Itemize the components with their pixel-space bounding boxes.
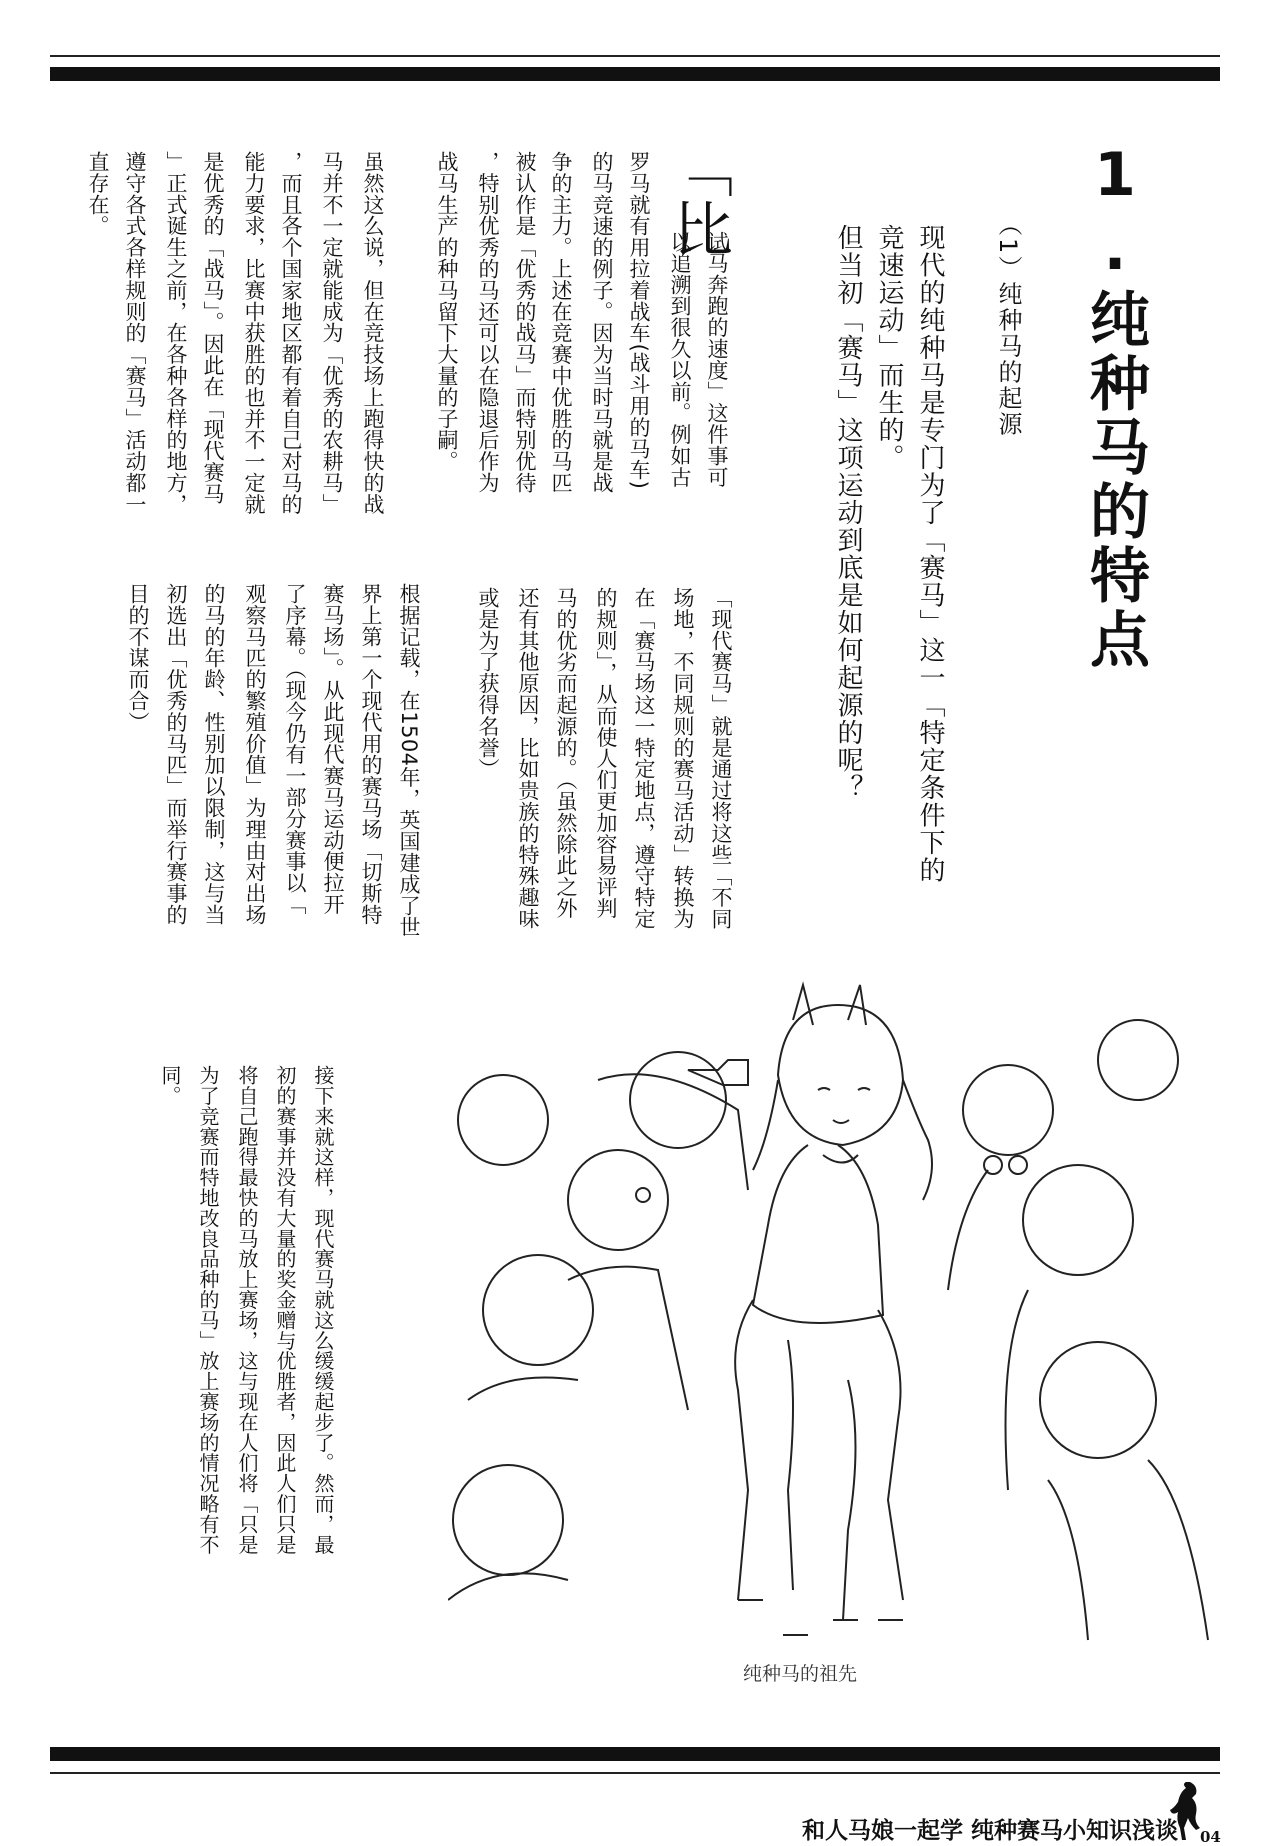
top-thick-rule: [50, 67, 1220, 81]
paragraph-line: 罗马就有用拉着战车(战斗用的马车): [627, 151, 651, 490]
paragraph-line: 直存在。: [86, 151, 110, 237]
paragraph-line: 的规则」，从而使人们更加容易评判: [594, 587, 618, 919]
paragraph-line: 能力要求，比赛中获胜的也并不一定就: [242, 151, 266, 515]
paragraph-line: 以追溯到很久以前。例如古: [668, 231, 692, 488]
paragraph-line: 接下来就这样，现代赛马就这么缓缓起步了。然而，最: [311, 1065, 335, 1555]
bottom-thin-rule: [50, 1772, 1220, 1774]
paragraph-line: 界上第一个现代用的赛马场「切斯特: [359, 583, 383, 926]
paragraph-line: 还有其他原因，比如贵族的特殊趣味: [516, 587, 540, 930]
intro-line: 竞速运动」而生的。: [874, 224, 904, 472]
paragraph-line: 根据记载，在1504年，英国建成了世: [397, 583, 421, 938]
paragraph-line: 马并不一定就能成为「优秀的农耕马」: [320, 151, 344, 515]
top-thin-rule: [50, 55, 1220, 57]
paragraph-line: 」正式诞生之前，在各种各样的地方，: [164, 151, 188, 515]
drop-cap: 「比: [663, 138, 733, 258]
paragraph-line: 将自己跑得最快的马放上赛场，这与现在人们将「只是: [235, 1065, 259, 1555]
paragraph-line: 「现代赛马」就是通过将这些「不同: [709, 587, 733, 930]
paragraph-line: 被认作是「优秀的战马」而特别优待: [513, 151, 537, 494]
intro-line: 但当初「赛马」这项运动到底是如何起源的呢？: [833, 224, 863, 802]
page-title: 1.纯种马的特点: [1080, 140, 1150, 672]
paragraph-line: 观察马匹的繁殖价值」为理由对出场: [243, 583, 267, 926]
paragraph-line: 是优秀的「战马」。因此在「现代赛马: [201, 151, 225, 505]
paragraph-line: 目的不谋而合）: [126, 583, 150, 733]
paragraph-line: 马的优劣而起源的。（虽然除此之外: [554, 587, 578, 919]
intro-line: 现代的纯种马是专门为了「赛马」这一「特定条件下的: [915, 224, 945, 884]
paragraph-line: 在「赛马场这一特定地点，遵守特定: [632, 587, 656, 930]
paragraph-line: 或是为了获得名誉）: [476, 587, 500, 780]
paragraph-line: 场地，不同规则的赛马活动」转换为: [671, 587, 695, 930]
paragraph-line: 争的主力。上述在竞赛中优胜的马匹: [549, 151, 573, 494]
page-number: 04: [1200, 1828, 1221, 1846]
paragraph-line: ，而且各个国家地区都有着自己对马的: [279, 151, 303, 515]
paragraph-line: 的马的年龄、性别加以限制，这与当: [202, 583, 226, 926]
paragraph-line: 初选出「优秀的马匹」而举行赛事的: [164, 583, 188, 926]
paragraph-line: 初的赛事并没有大量的奖金赠与优胜者，因此人们只是: [273, 1065, 297, 1555]
paragraph-line: 虽然这么说，但在竞技场上跑得快的战: [361, 151, 385, 515]
paragraph-line: 的马竞速的例子。因为当时马就是战: [590, 151, 614, 494]
paragraph-line: 试马奔跑的速度」这件事可: [705, 231, 729, 488]
illustration-caption: 纯种马的祖先: [743, 1663, 858, 1685]
paragraph-line: 了序幕。（现今仍有一部分赛事以「: [283, 583, 307, 915]
paragraph-line: ，特别优秀的马还可以在隐退后作为: [476, 151, 500, 494]
paragraph-line: 赛马场」。从此现代赛马运动便拉开: [321, 583, 345, 915]
paragraph-line: 为了竞赛而特地改良品种的马」放上赛场的情况略有不: [196, 1065, 220, 1555]
book-title-footer: 和人马娘一起学 纯种赛马小知识浅谈: [802, 1818, 1179, 1844]
paragraph-line: 战马生产的种马留下大量的子嗣。: [435, 151, 459, 472]
centaur-crowd-illustration: [448, 980, 1218, 1650]
section-subtitle: （1）纯种马的起源: [994, 212, 1022, 438]
bottom-thick-rule: [50, 1747, 1220, 1761]
paragraph-line: 遵守各式各样规则的「赛马」活动都一: [123, 151, 147, 515]
paragraph-line: 同。: [158, 1065, 182, 1106]
